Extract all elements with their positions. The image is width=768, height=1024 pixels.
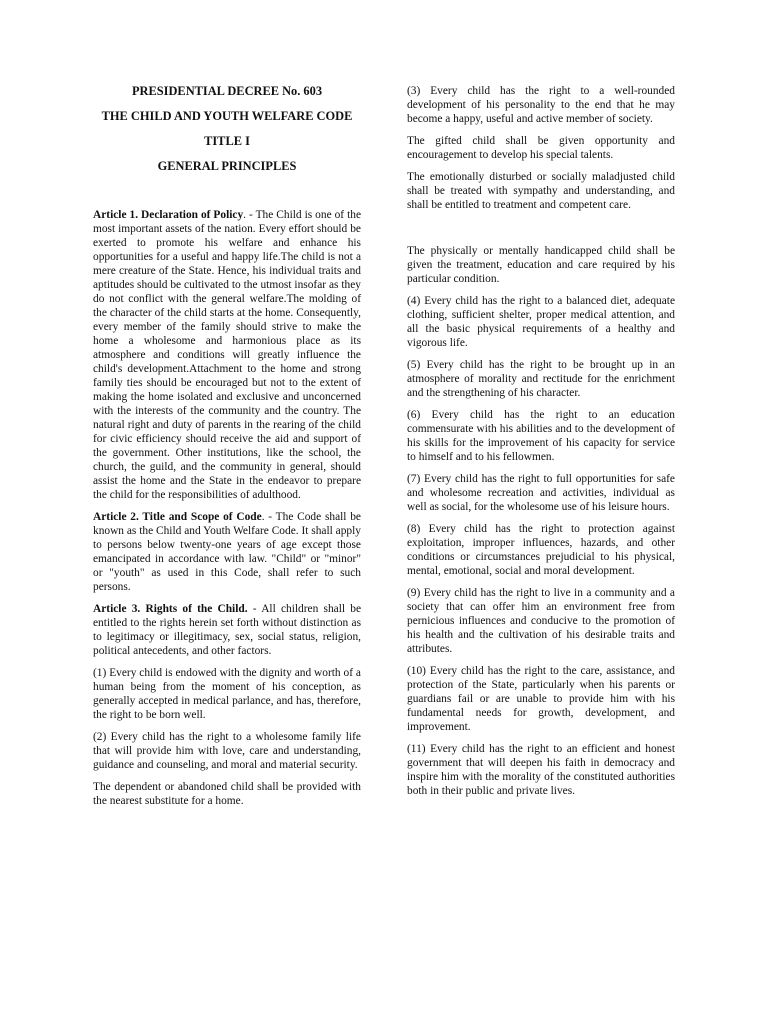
right-6-paragraph: (6) Every child has the right to an education commensurate with his abilities and to the development of his skills for the improvement of his capacity for service to himself and to his fellowmen. <box>407 409 675 463</box>
left-column <box>93 84 361 816</box>
handicapped-child-paragraph: The physically or mentally handicapped child shall be given the treatment, education and care required by his particular condition. <box>407 245 675 285</box>
article-1-title: Article 1. Declaration of Policy <box>93 209 244 221</box>
decree-number-heading: PRESIDENTIAL DECREE No. 603 <box>131 84 323 98</box>
article-3-title: Article 3. Rights of the Child. <box>93 603 248 615</box>
gifted-child-paragraph: The gifted child shall be given opportunity and encouragement to develop his special talents. <box>407 135 675 161</box>
article-2-paragraph <box>93 510 361 594</box>
right-9-paragraph: (9) Every child has the right to live in a community and a society that can offer him an environment free from pernicious influences and conducive to the promotion of his health and the cultivation of his desirable traits and attributes. <box>407 587 675 655</box>
article-2-title: Article 2. Title and Scope of Code <box>93 511 262 523</box>
code-title-heading: THE CHILD AND YOUTH WELFARE CODE <box>101 109 353 123</box>
right-7-paragraph: (7) Every child has the right to full opportunities for safe and wholesome recreation and activities, individual as well as social, for the wholesome use of his leisure hours. <box>407 473 675 513</box>
right-column <box>407 84 675 806</box>
right-11-paragraph: (11) Every child has the right to an efficient and honest government that will deepen his faith in democracy and inspire him with the morality of the constituted authorities both in their public and private lives. <box>407 743 675 797</box>
article-1-text: . - The Child is one of the most important assets of the nation. Every effort should be exerted to promote his welfare and enhance his opportunities for a useful and happy life.The child is not a mere creature of the State. Hence, his individual traits and aptitudes should be cultivated to the utmost insofar as they do not conflict with the general welfare.The molding of the character of the child starts at the home. Consequently, every member of the family should strive to make the home a wholesome and harmonious place as its atmosphere and conditions will greatly influence the child's development.Attachment to the home and strong family ties should be encouraged but not to the extent of making the home isolated and exclusive and unconcerned with the interests of the community and the country. The natural right and duty of parents in the rearing of the child for civic efficiency should receive the aid and support of the government. Other institutions, like the school, the church, the guild, and the community in general, should assist the home and the State in the endeavor to prepare the child for the responsibilities of adulthood. <box>93 209 361 501</box>
right-5-paragraph: (5) Every child has the right to be brought up in an atmosphere of morality and rectitude for the enrichment and the strengthening of his character. <box>407 359 675 399</box>
article-3-text: - All children shall be entitled to the rights herein set forth without distinction as to legitimacy or illegitimacy, sex, social status, religion, political antecedents, and other factors. <box>93 603 361 657</box>
right-3-paragraph: (3) Every child has the right to a well-rounded development of his personality to the end that he may become a happy, useful and active member of society. <box>407 85 675 125</box>
right-10-paragraph: (10) Every child has the right to the care, assistance, and protection of the State, particularly when his parents or guardians fail or are unable to provide him with his fundamental needs for growth, development, and improvement. <box>407 665 675 733</box>
article-2-text: . - The Code shall be known as the Child and Youth Welfare Code. It shall apply to persons below twenty-one years of age except those emancipated in accordance with law. "Child" or "minor" or "youth" as used in this Code, shall refer to such persons. <box>93 511 361 593</box>
disturbed-child-paragraph: The emotionally disturbed or socially maladjusted child shall be treated with sympathy and understanding, and shall be entitled to treatment and competent care. <box>407 171 675 211</box>
section-heading: GENERAL PRINCIPLES <box>157 159 297 173</box>
right-4-paragraph: (4) Every child has the right to a balanced diet, adequate clothing, sufficient shelter, proper medical attention, and all the basic physical requirements of a healthy and vigorous life. <box>407 295 675 349</box>
article-3-paragraph <box>93 602 361 658</box>
right-8-paragraph: (8) Every child has the right to protection against exploitation, improper influences, hazards, and other conditions or circumstances prejudicial to his physical, mental, emotional, social and moral development. <box>407 523 675 577</box>
right-1-paragraph: (1) Every child is endowed with the dignity and worth of a human being from the moment of his conception, as generally accepted in medical parlance, and has, therefore, the right to be born well. <box>93 667 361 721</box>
title-number-heading: TITLE I <box>204 134 250 148</box>
right-2-paragraph: (2) Every child has the right to a wholesome family life that will provide him with love, care and understanding, guidance and counseling, and moral and material security. <box>93 731 361 771</box>
article-1-paragraph <box>93 208 361 502</box>
abandoned-child-paragraph: The dependent or abandoned child shall be provided with the nearest substitute for a home. <box>93 781 361 807</box>
